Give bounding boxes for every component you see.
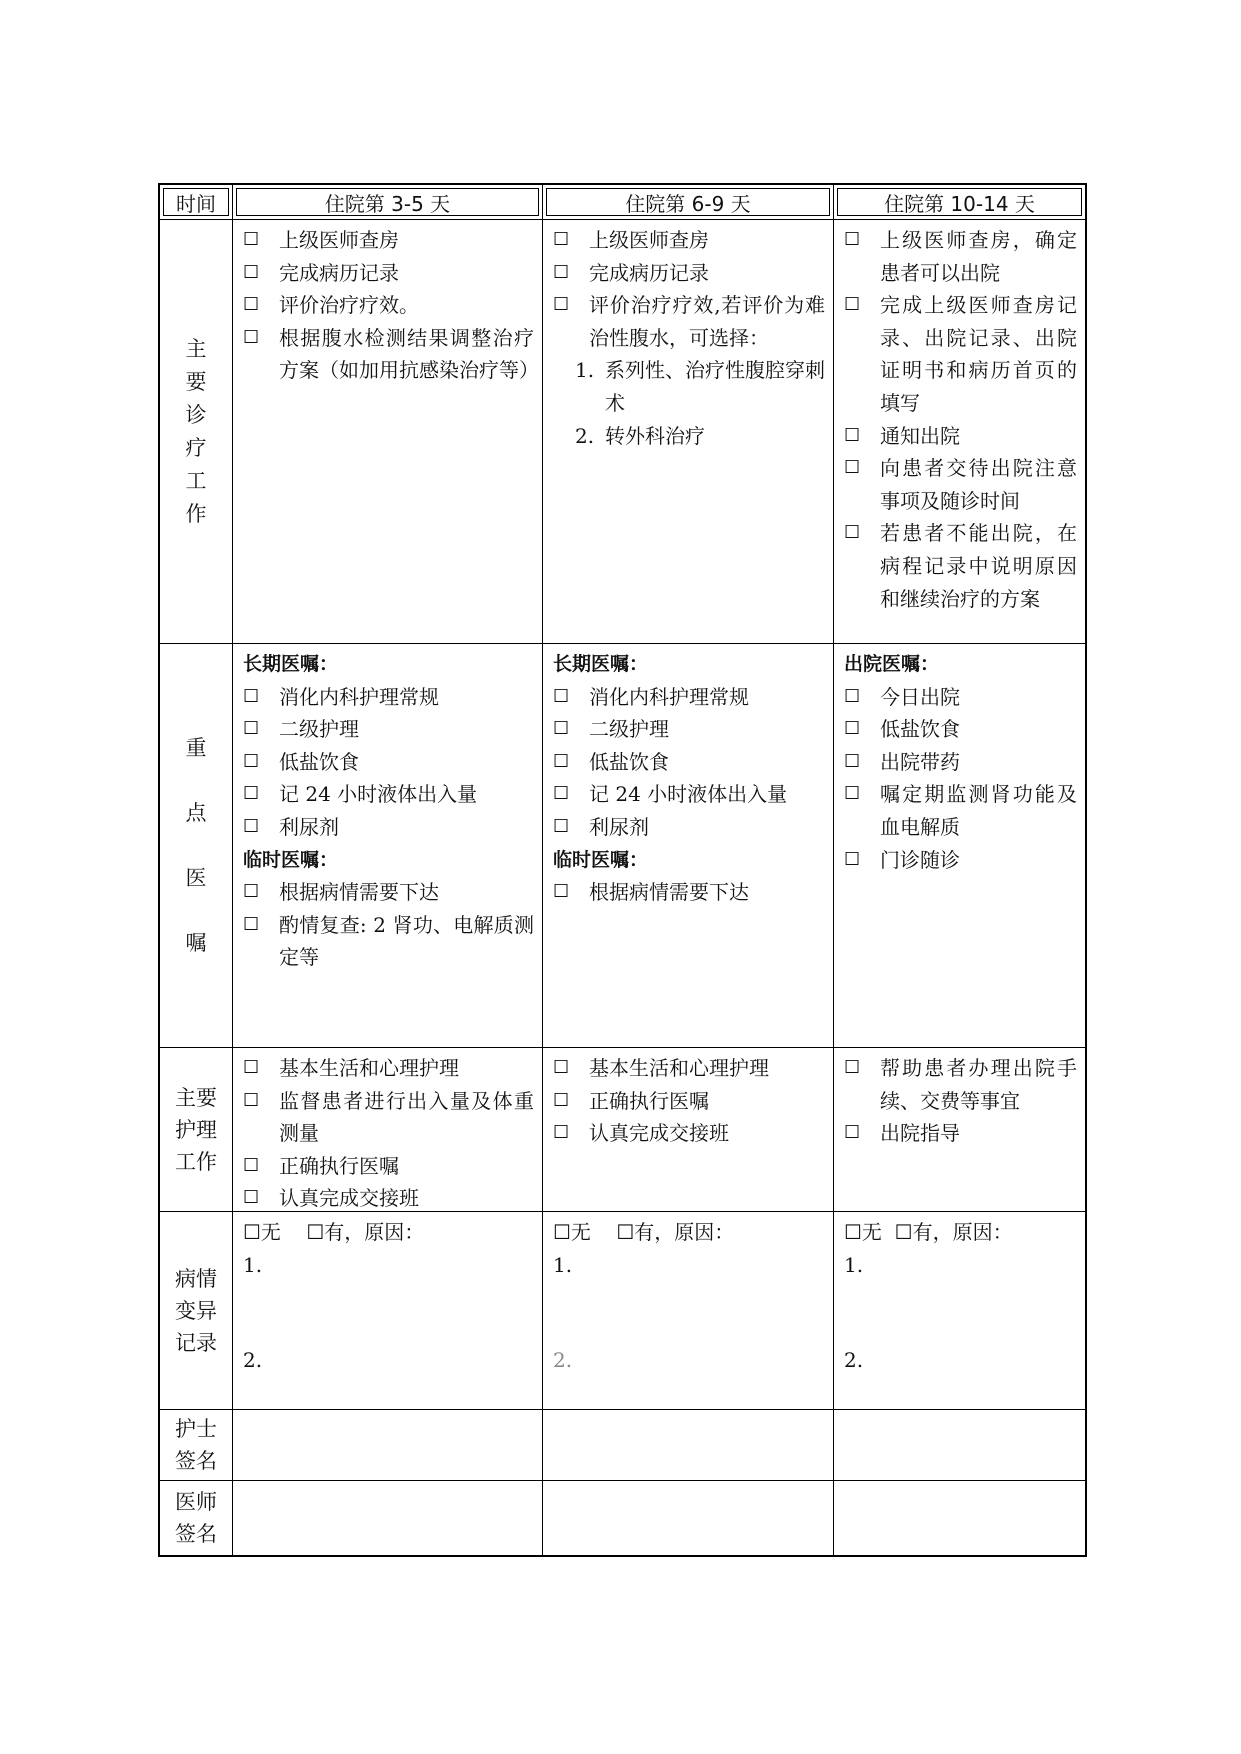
checkbox[interactable]: ☐ xyxy=(243,881,260,903)
nursing-days-10-14 xyxy=(834,1048,1085,1211)
clinical-pathway-table xyxy=(158,183,1087,1557)
checkbox[interactable]: ☐ xyxy=(844,1122,861,1144)
checklist-item: ☐ 低盐饮食 xyxy=(243,746,534,779)
checkbox[interactable]: ☐ xyxy=(553,783,570,805)
main-work-row xyxy=(160,220,1085,644)
checklist-item: ☐ 完成上级医师查房记录、出院记录、出院证明书和病历首页的填写 xyxy=(844,289,1077,419)
nurse-signature-field[interactable] xyxy=(233,1410,543,1480)
checkbox[interactable]: ☐ xyxy=(553,1057,570,1078)
checkbox[interactable]: ☐ xyxy=(243,1089,260,1111)
doctor-signature-label: 医师 签名 xyxy=(175,1490,217,1546)
checklist-item: ☐ 上级医师查房 xyxy=(553,224,825,257)
orders-row xyxy=(160,644,1085,1048)
doctor-signature-row xyxy=(160,1481,1085,1555)
checkbox[interactable]: ☐ xyxy=(243,1187,260,1209)
variance-reason-1: 1. xyxy=(553,1252,573,1277)
checklist-item: ☐ 认真完成交接班 xyxy=(553,1117,825,1150)
doctor-signature-field[interactable] xyxy=(233,1481,543,1555)
variance-reason-1: 1. xyxy=(844,1252,864,1277)
checkbox[interactable]: ☐ xyxy=(844,718,861,740)
main-work-days-10-14 xyxy=(834,220,1085,643)
variance-options[interactable]: ☐无 ☐有，原因： xyxy=(844,1220,1013,1244)
checklist-item: ☐ 评价治疗疗效。 xyxy=(243,289,534,322)
orders-days-6-9 xyxy=(543,644,834,1047)
checklist-item: ☐ 门诊随诊 xyxy=(844,844,1077,877)
checkbox[interactable]: ☐ xyxy=(844,229,861,250)
header-days-3-5: 住院第 3-5 天 xyxy=(236,188,539,216)
checklist-item: ☐ 完成病历记录 xyxy=(243,257,534,290)
option-item: 1. 系列性、治疗性腹腔穿刺术 xyxy=(575,358,825,415)
checkbox[interactable]: ☐ xyxy=(553,718,570,740)
checklist-item: ☐ 正确执行医嘱 xyxy=(553,1085,825,1118)
checklist-item: ☐ 出院带药 xyxy=(844,746,1077,779)
checkbox[interactable]: ☐ xyxy=(243,294,260,316)
checklist-item: ☐ 根据病情需要下达 xyxy=(243,876,534,909)
checklist-item: ☐ 认真完成交接班 xyxy=(243,1182,534,1215)
header-days-6-9-cell xyxy=(543,185,834,219)
nursing-days-6-9 xyxy=(543,1048,834,1211)
checkbox[interactable]: ☐ xyxy=(553,750,570,772)
checkbox[interactable]: ☐ xyxy=(243,326,260,348)
variance-options[interactable]: ☐无 ☐有，原因： xyxy=(553,1220,735,1244)
variance-reason-2: 2. xyxy=(243,1348,263,1373)
checkbox[interactable]: ☐ xyxy=(553,1122,570,1144)
checklist-item: ☐ 评价治疗疗效,若评价为难治性腹水，可选择： xyxy=(553,289,825,354)
checklist-item: ☐ 酌情复查: 2 肾功、电解质测定等 xyxy=(243,909,534,974)
header-days-10-14: 住院第 10-14 天 xyxy=(837,188,1082,216)
checkbox[interactable]: ☐ xyxy=(844,685,861,707)
checklist-item: ☐ 帮助患者办理出院手续、交费等事宜 xyxy=(844,1052,1077,1117)
main-work-days-6-9 xyxy=(543,220,834,643)
orders-days-10-14 xyxy=(834,644,1085,1047)
main-work-label-cell xyxy=(160,220,233,643)
checklist-item: ☐ 今日出院 xyxy=(844,681,1077,714)
checkbox[interactable]: ☐ xyxy=(243,261,260,283)
checklist-item: ☐ 消化内科护理常规 xyxy=(243,681,534,714)
nurse-signature-field[interactable] xyxy=(543,1410,834,1480)
checkbox[interactable]: ☐ xyxy=(844,1057,861,1078)
checkbox[interactable]: ☐ xyxy=(553,685,570,707)
checklist-item: ☐ 利尿剂 xyxy=(553,811,825,844)
checklist-item: ☐ 若患者不能出院，在病程记录中说明原因和继续治疗的方案 xyxy=(844,517,1077,615)
variance-label-cell xyxy=(160,1212,233,1409)
nursing-days-3-5 xyxy=(233,1048,543,1211)
checkbox[interactable]: ☐ xyxy=(553,229,570,250)
main-work-days-3-5 xyxy=(233,220,543,643)
checklist-item: ☐ 监督患者进行出入量及体重测量 xyxy=(243,1085,534,1150)
checkbox[interactable]: ☐ xyxy=(243,750,260,772)
nursing-row xyxy=(160,1048,1085,1212)
checklist-item: ☐ 利尿剂 xyxy=(243,811,534,844)
variance-reason-2: 2. xyxy=(553,1348,573,1373)
checkbox[interactable]: ☐ xyxy=(844,848,861,870)
checkbox[interactable]: ☐ xyxy=(243,685,260,707)
nurse-signature-label: 护士 签名 xyxy=(175,1417,217,1473)
header-row xyxy=(160,185,1085,220)
checkbox[interactable]: ☐ xyxy=(243,783,260,805)
checkbox[interactable]: ☐ xyxy=(844,522,861,544)
checklist-item: ☐ 二级护理 xyxy=(243,713,534,746)
checklist-item: ☐ 根据腹水检测结果调整治疗方案（如加用抗感染治疗等） xyxy=(243,322,534,387)
checklist-item: ☐ 记 24 小时液体出入量 xyxy=(553,778,825,811)
checkbox[interactable]: ☐ xyxy=(844,457,861,479)
nurse-signature-field[interactable] xyxy=(834,1410,1085,1480)
header-time-cell xyxy=(160,185,233,219)
checklist-item: ☐ 通知出院 xyxy=(844,420,1077,453)
checkbox[interactable]: ☐ xyxy=(243,1154,260,1176)
header-time: 时间 xyxy=(163,188,229,216)
variance-days-3-5 xyxy=(233,1212,543,1409)
discharge-orders-title: 出院医嘱： xyxy=(844,653,940,675)
checkbox[interactable]: ☐ xyxy=(243,229,260,250)
checkbox[interactable]: ☐ xyxy=(844,750,861,772)
checkbox[interactable]: ☐ xyxy=(553,294,570,316)
long-term-orders-title: 长期医嘱： xyxy=(553,653,649,675)
variance-label: 病情 变异 记录 xyxy=(175,1266,217,1355)
checklist-item: ☐ 基本生活和心理护理 xyxy=(243,1052,534,1085)
checklist-item: ☐ 低盐饮食 xyxy=(553,746,825,779)
temporary-orders-title: 临时医嘱： xyxy=(243,848,339,871)
checklist-item: ☐ 二级护理 xyxy=(553,713,825,746)
doctor-signature-field[interactable] xyxy=(834,1481,1085,1555)
main-work-label: 主 要 诊 疗 工 作 xyxy=(185,336,207,526)
checkbox[interactable]: ☐ xyxy=(243,718,260,740)
header-days-6-9: 住院第 6-9 天 xyxy=(546,188,830,216)
checkbox[interactable]: ☐ xyxy=(553,1089,570,1111)
variance-options[interactable]: ☐无 ☐有，原因： xyxy=(243,1220,425,1244)
checklist-item: ☐ 嘱定期监测肾功能及血电解质 xyxy=(844,778,1077,843)
long-term-orders-title: 长期医嘱： xyxy=(243,653,339,675)
checklist-item: ☐ 完成病历记录 xyxy=(553,257,825,290)
checkbox[interactable]: ☐ xyxy=(553,261,570,283)
header-days-10-14-cell xyxy=(834,185,1085,219)
variance-days-10-14 xyxy=(834,1212,1085,1409)
checkbox[interactable]: ☐ xyxy=(553,815,570,837)
nurse-signature-label-cell xyxy=(160,1410,233,1480)
checkbox[interactable]: ☐ xyxy=(243,1057,260,1078)
doctor-signature-field[interactable] xyxy=(543,1481,834,1555)
nurse-signature-row xyxy=(160,1410,1085,1481)
checkbox[interactable]: ☐ xyxy=(844,294,861,316)
checklist-item: ☐ 低盐饮食 xyxy=(844,713,1077,746)
checkbox[interactable]: ☐ xyxy=(243,815,260,837)
checklist-item: ☐ 上级医师查房 xyxy=(243,224,534,257)
checklist-item: ☐ 向患者交待出院注意事项及随诊时间 xyxy=(844,452,1077,517)
header-days-3-5-cell xyxy=(233,185,543,219)
checkbox[interactable]: ☐ xyxy=(844,424,861,446)
nursing-label: 主要 护理 工作 xyxy=(175,1085,217,1174)
checklist-item: ☐ 基本生活和心理护理 xyxy=(553,1052,825,1085)
doctor-signature-label-cell xyxy=(160,1481,233,1555)
checklist-item: ☐ 根据病情需要下达 xyxy=(553,876,825,909)
orders-label: 重 点 医 嘱 xyxy=(185,735,207,955)
checklist-item: ☐ 上级医师查房，确定患者可以出院 xyxy=(844,224,1077,289)
checklist-item: ☐ 记 24 小时液体出入量 xyxy=(243,778,534,811)
orders-label-cell xyxy=(160,644,233,1047)
checklist-item: ☐ 出院指导 xyxy=(844,1117,1077,1150)
nursing-label-cell xyxy=(160,1048,233,1211)
option-item: 2. 转外科治疗 xyxy=(575,423,705,448)
variance-reason-1: 1. xyxy=(243,1252,263,1277)
variance-row xyxy=(160,1212,1085,1410)
checkbox[interactable]: ☐ xyxy=(243,913,260,935)
temporary-orders-title: 临时医嘱： xyxy=(553,848,649,871)
checkbox[interactable]: ☐ xyxy=(553,881,570,903)
checkbox[interactable]: ☐ xyxy=(844,783,861,805)
variance-reason-2: 2. xyxy=(844,1348,864,1373)
orders-days-3-5 xyxy=(233,644,543,1047)
variance-days-6-9 xyxy=(543,1212,834,1409)
checklist-item: ☐ 消化内科护理常规 xyxy=(553,681,825,714)
checklist-item: ☐ 正确执行医嘱 xyxy=(243,1150,534,1183)
